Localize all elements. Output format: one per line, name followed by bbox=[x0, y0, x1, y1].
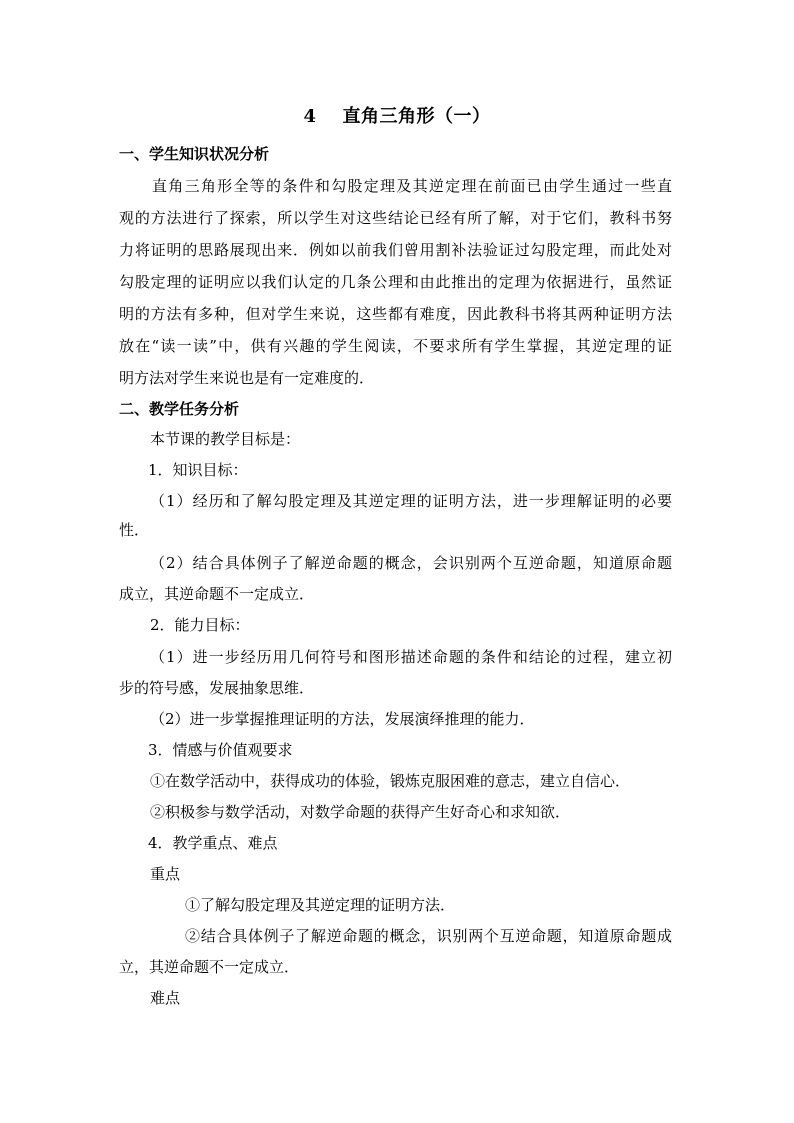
knowledge-goal-item-cont: 性． bbox=[119, 521, 150, 539]
knowledge-goal-title: 1．知识目标： bbox=[148, 461, 248, 479]
page-title bbox=[0, 104, 794, 130]
ability-goal-title: 2．能力目标： bbox=[150, 616, 250, 634]
knowledge-goal-item: （2）结合具体例子了解逆命题的概念，会识别两个互逆命题，知道原命题 bbox=[150, 554, 672, 572]
emotion-goal-item: ①在数学活动中，获得成功的体验，锻炼克服困难的意志，建立自信心． bbox=[150, 772, 631, 790]
focus-item: ②结合具体例子了解逆命题的概念，识别两个互逆命题，知道原命题成 bbox=[185, 927, 672, 945]
title-text: 直角三角形（一） bbox=[342, 106, 491, 127]
paragraph-line: 直角三角形全等的条件和勾股定理及其逆定理在前面已由学生通过一些直 bbox=[152, 177, 672, 195]
ability-goal-item: （1）进一步经历用几何符号和图形描述命题的条件和结论的过程，建立初 bbox=[150, 648, 672, 666]
paragraph-line: 勾股定理的证明应以我们认定的几条公理和由此推出的定理为依据进行，虽然证 bbox=[119, 273, 672, 291]
section-heading-teaching-task: 二、教学任务分析 bbox=[119, 400, 240, 418]
paragraph-line: 力将证明的思路展现出来．例如以前我们曾用割补法验证过勾股定理，而此处对 bbox=[119, 241, 672, 259]
knowledge-goal-item-cont: 成立，其逆命题不一定成立． bbox=[119, 585, 315, 603]
section-heading-student-knowledge: 一、学生知识状况分析 bbox=[119, 145, 270, 163]
emotion-goal-item: ②积极参与数学活动，对数学命题的获得产生好奇心和求知欲． bbox=[150, 803, 571, 821]
objectives-intro: 本节课的教学目标是： bbox=[150, 430, 301, 448]
paragraph-line: 明的方法有多种，但对学生来说，这些都有难度，因此教科书将其两种证明方法 bbox=[119, 305, 672, 323]
focus-label: 重点 bbox=[150, 865, 181, 883]
paragraph-line: 放在“读一读”中，供有兴趣的学生阅读，不要求所有学生掌握，其逆定理的证 bbox=[119, 337, 672, 355]
paragraph-line: 明方法对学生来说也是有一定难度的． bbox=[119, 369, 375, 387]
ability-goal-item: （2）进一步掌握推理证明的方法，发展演绎推理的能力． bbox=[150, 710, 535, 728]
key-points-title: 4．教学重点、难点 bbox=[148, 834, 278, 852]
knowledge-goal-item: （1）经历和了解勾股定理及其逆定理的证明方法，进一步理解证明的必要 bbox=[150, 492, 672, 510]
ability-goal-item-cont: 步的符号感，发展抽象思维． bbox=[119, 679, 315, 697]
title-number: 4 bbox=[303, 106, 317, 127]
focus-item-cont: 立，其逆命题不一定成立． bbox=[119, 958, 300, 976]
emotion-goal-title: 3．情感与价值观要求 bbox=[148, 741, 293, 759]
difficulty-label: 难点 bbox=[150, 989, 181, 1007]
paragraph-line: 观的方法进行了探索，所以学生对这些结论已经有所了解，对于它们，教科书努 bbox=[119, 209, 672, 227]
focus-item: ①了解勾股定理及其逆定理的证明方法． bbox=[185, 896, 456, 914]
